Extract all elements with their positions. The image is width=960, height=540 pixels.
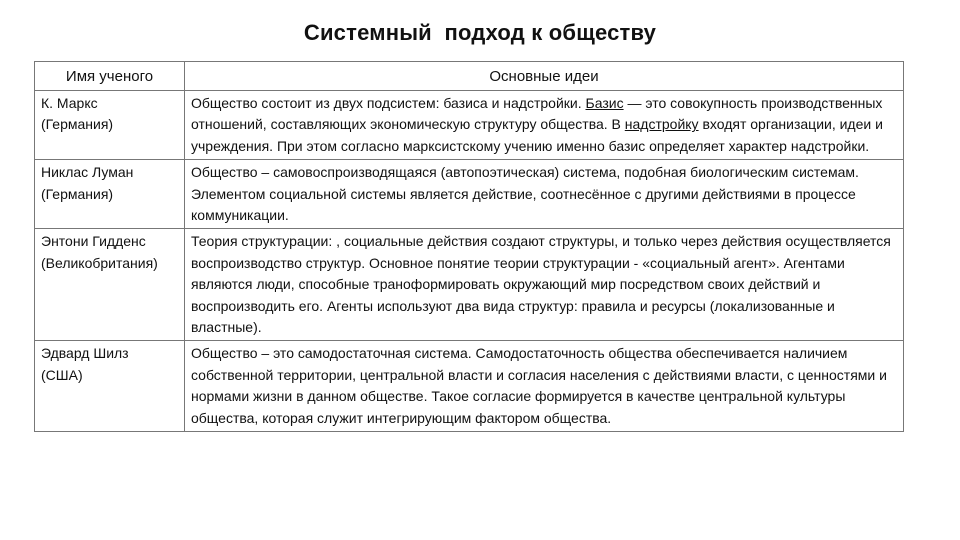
table-row (35, 91, 904, 160)
main-idea: Теория структурации: , социальные действия создают структуры, и только через действия осуществляется воспроизводство структур. Основное понятие теории структурации - «социальный агент». Агентами являются люди, способные траноформировать окружающий мир посредством своих действий и воспроизводить его. Агенты используют два вида структур: правила и ресурсы (локализованные и властные). (185, 229, 904, 341)
scholar-name: Никлас Луман (Германия) (35, 160, 185, 229)
header-main-ideas: Основные идеи (185, 62, 904, 91)
idea-term-superstructure: надстройку (624, 116, 699, 133)
scholar-name: Эдвард Шилз (США) (35, 341, 185, 432)
page-title: Системный подход к обществу (303, 20, 657, 45)
header-scholar-name: Имя ученого (35, 62, 185, 91)
table-row (35, 160, 904, 229)
scholar-name: Энтони Гидденс (Великобритания) (35, 229, 185, 341)
table-row (35, 229, 904, 341)
idea-text: Общество состоит из двух подсистем: базиса и надстройки. (191, 95, 586, 111)
idea-text: входят организации, идеи и учреждения. При этом согласно марксистскому учению именно базис определяет характер надстройки. (191, 116, 883, 154)
idea-term-basis: Базис (585, 95, 624, 111)
idea-text: — это совокупность производственных отношений, составляющих экономическую структуру общества. В (191, 95, 883, 133)
main-idea (185, 91, 904, 160)
scholar-name: К. Маркс (Германия) (35, 91, 185, 160)
main-idea: Общество – самовоспроизводящаяся (автопоэтическая) система, подобная биологическим системам. Элементом социальной системы является действие, соотнесённое с другими действиями в процессе коммуникации. (185, 160, 904, 229)
main-idea: Общество – это самодостаточная система. Самодостаточность общества обеспечивается наличием собственной территории, центральной власти и согласия населения с действиями власти, с ценностями и нормами жизни в данном обществе. Такое согласие формируется в качестве центральной культуры общества, которая служит интегрирующим фактором общества. (185, 341, 904, 432)
scholars-table (34, 61, 904, 432)
table-row (35, 341, 904, 432)
table-header-row (35, 62, 904, 91)
